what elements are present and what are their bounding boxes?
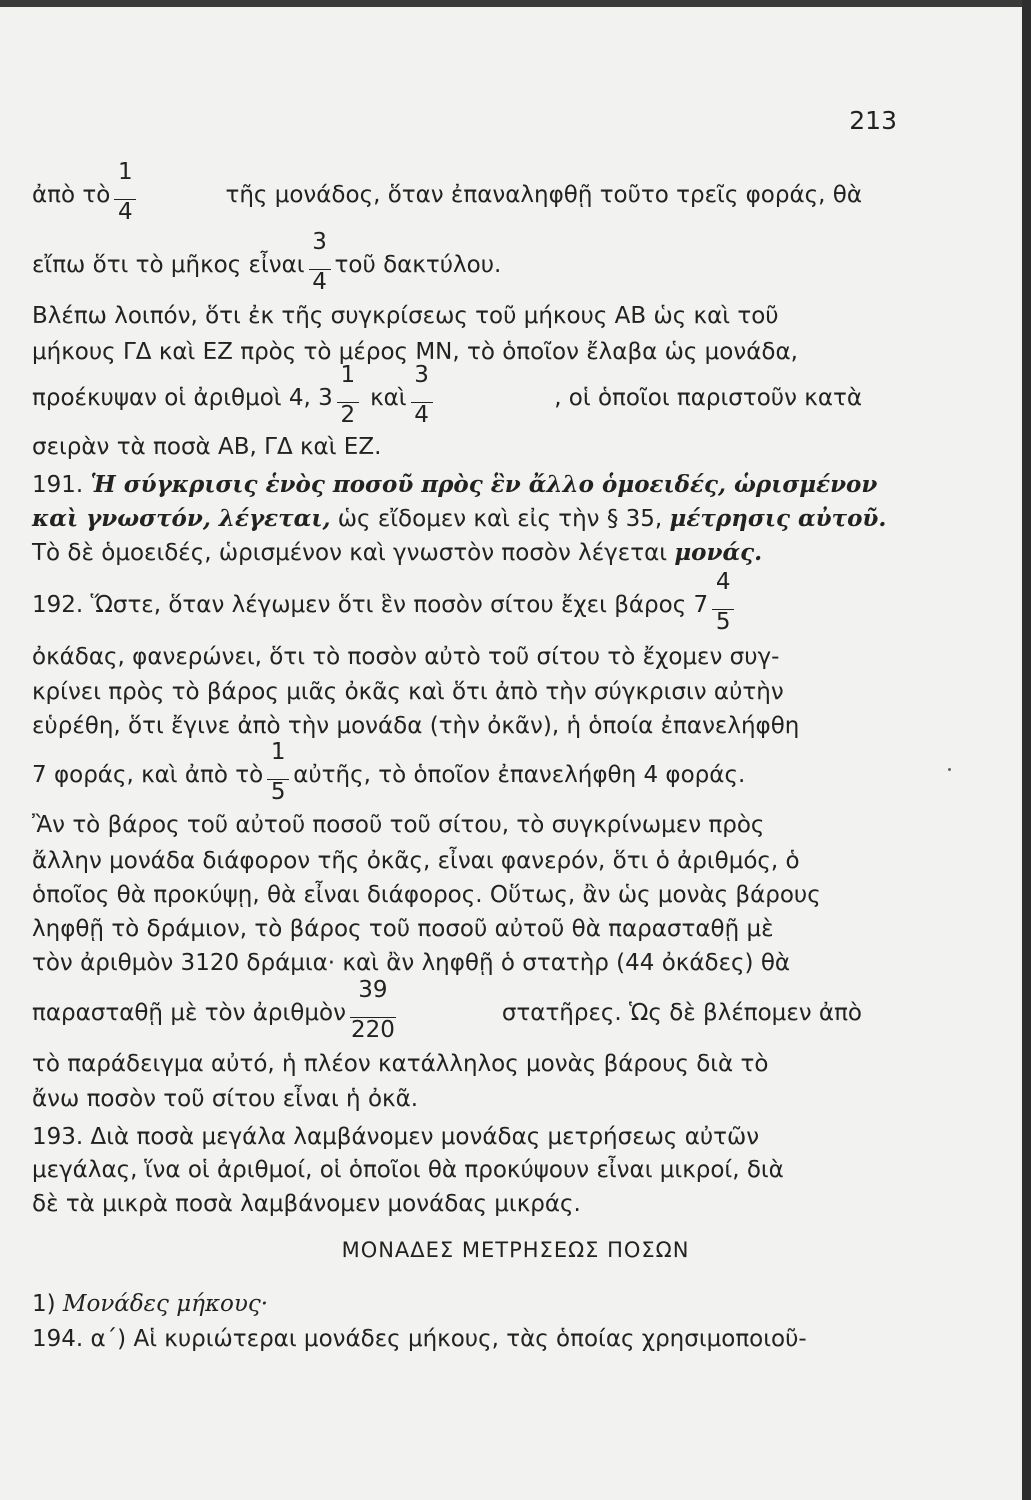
paragraph-number: 191. (32, 472, 84, 498)
scan-right-edge (1022, 0, 1031, 1500)
text-line: σειρὰν τὰ ποσὰ ΑΒ, ΓΔ καὶ ΕΖ. (32, 434, 382, 460)
section-heading: ΜΟΝΑΔΕΣ ΜΕΤΡΗΣΕΩΣ ΠΟΣΩΝ (341, 1238, 690, 1262)
text-line: ἀπὸ τὸ $\frac{1}{4}$ τῆς μονάδος, ὅταν ἐπαναληφθῇ τοῦτο τρεῖς φοράς, θὰ (32, 158, 862, 225)
text-line: εὑρέθη, ὅτι ἔγινε ἀπὸ τὴν μονάδα (τὴν ὀκᾶν), ἡ ὁποία ἐπανελήφθη (32, 713, 800, 739)
text-line: ληφθῇ τὸ δράμιον, τὸ βάρος τοῦ ποσοῦ αὐτοῦ θὰ παρασταθῇ μὲ (32, 916, 774, 942)
text-line: 192. Ὥστε, ὅταν λέγωμεν ὅτι ἓν ποσὸν σίτου ἔχει βάρος 7 $\frac{4}{5}$ (32, 590, 862, 621)
fraction: $\frac{1}{2}$ (337, 384, 359, 414)
text-line: ὀκάδας, φανερώνει, ὅτι τὸ ποσὸν αὐτὸ τοῦ σίτου τὸ ἔχομεν συγ- (32, 644, 780, 670)
text-line: ἄλλην μονάδα διάφορον τῆς ὀκᾶς, εἶναι φανερόν, ὅτι ὁ ἀριθμός, ὁ (32, 848, 800, 874)
text-line: παρασταθῇ μὲ τὸν ἀριθμὸν $\frac{39}{220}$ στατῆρες. Ὡς δὲ βλέπομεν ἀπὸ (32, 976, 862, 1043)
text-line: ἄνω ποσὸν τοῦ σίτου εἶναι ἡ ὀκᾶ. (32, 1086, 419, 1112)
fraction: $\frac{1}{4}$ (114, 181, 136, 211)
scan-top-edge (0, 0, 1031, 7)
text-line (32, 470, 878, 500)
text-line: μήκους ΓΔ καὶ ΕΖ πρὸς τὸ μέρος ΜΝ, τὸ ὁποῖον ἔλαβα ὡς μονάδα, (32, 339, 798, 365)
text-line: Τὸ δὲ ὁμοειδές, ὡρισμένον καὶ γνωστὸν ποσὸν λέγεται μονάς. (32, 539, 763, 566)
fraction: $\frac{39}{220}$ (350, 976, 395, 1043)
text-line: 193. Διὰ ποσὰ μεγάλα λαμβάνομεν μονάδας μετρήσεως αὐτῶν (32, 1124, 760, 1150)
text-line: κρίνει πρὸς τὸ βάρος μιᾶς ὀκᾶς καὶ ὅτι ἀπὸ τὴν σύγκρισιν αὐτὴν (32, 679, 784, 705)
scan-speck (948, 768, 951, 771)
bold-definition: Ἡ σύγκρισις ἑνὸς ποσοῦ πρὸς ἓν ἄλλο ὁμοειδές, ὡρισμένον (90, 471, 878, 498)
text-line: εἴπω ὅτι τὸ μῆκος εἶναι $\frac{3}{4}$ τοῦ δακτύλου. (32, 228, 502, 295)
fraction: $\frac{4}{5}$ (712, 591, 734, 621)
fraction: $\frac{1}{5}$ (267, 761, 289, 791)
text-line: μεγάλας, ἵνα οἱ ἀριθμοί, οἱ ὁποῖοι θὰ προκύψουν εἶναι μικροί, διὰ (32, 1157, 784, 1183)
text-line: 7 φοράς, καὶ ἀπὸ τὸ $\frac{1}{5}$ αὐτῆς, τὸ ὁποῖον ἐπανελήφθη 4 φοράς. (32, 738, 746, 805)
text-line: τὸ παράδειγμα αὐτό, ἡ πλέον κατάλληλος μονὰς βάρους διὰ τὸ (32, 1051, 769, 1077)
text-line: καὶ γνωστόν, λέγεται, ὡς εἴδομεν καὶ εἰς τὴν § 35, μέτρησις αὐτοῦ. (32, 505, 887, 532)
text-line: Ἂν τὸ βάρος τοῦ αὐτοῦ ποσοῦ τοῦ σίτου, τὸ συγκρίνωμεν πρὸς (32, 812, 765, 838)
text-line: 194. α΄) Αἱ κυριώτεραι μονάδες μήκους, τὰς ὁποίας χρησιμοποιοῦ- (32, 1326, 807, 1352)
text-line: ὁποῖος θὰ προκύψῃ, θὰ εἶναι διάφορος. Οὕτως, ἂν ὡς μονὰς βάρους (32, 882, 821, 908)
text-line: προέκυψαν οἱ ἀριθμοὶ 4, 3 $\frac{1}{2}$ καὶ $\frac{3}{4}$ , οἱ ὁποῖοι παριστοῦν κατὰ (32, 361, 862, 428)
text-line: δὲ τὰ μικρὰ ποσὰ λαμβάνομεν μονάδας μικράς. (32, 1191, 581, 1217)
fraction: $\frac{3}{4}$ (411, 384, 433, 414)
page-number: 213 (849, 106, 897, 135)
subsection-heading: 1) Μονάδες μήκους· (32, 1291, 269, 1317)
text-line: Βλέπω λοιπόν, ὅτι ἐκ τῆς συγκρίσεως τοῦ μήκους ΑΒ ὡς καὶ τοῦ (32, 303, 779, 329)
fraction: $\frac{3}{4}$ (309, 251, 331, 281)
text-line: τὸν ἀριθμὸν 3120 δράμια· καὶ ἂν ληφθῇ ὁ στατὴρ (44 ὀκάδες) θὰ (32, 950, 791, 976)
